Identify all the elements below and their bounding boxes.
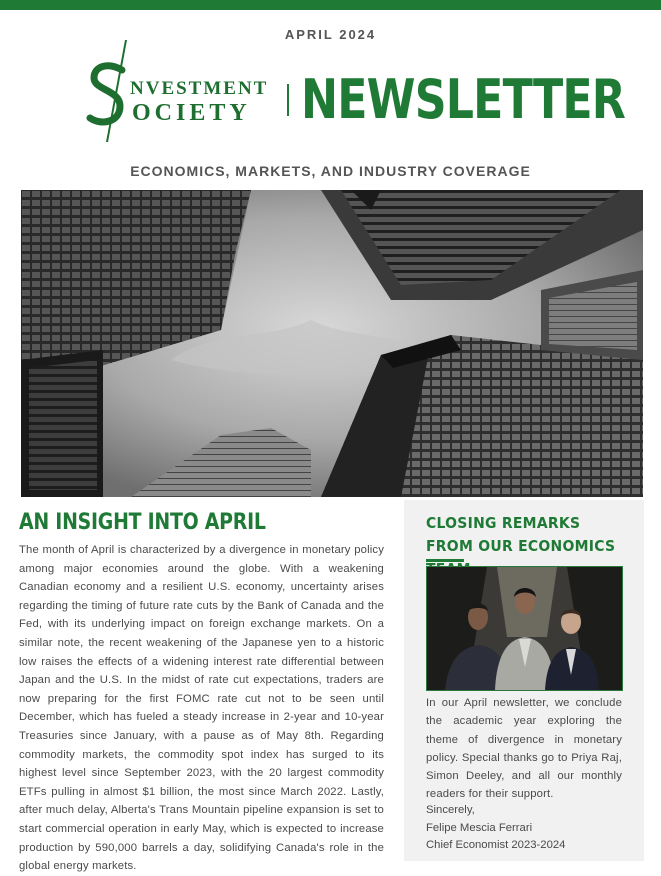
dollar-s-mark-icon — [90, 40, 127, 142]
heading-underline — [426, 559, 464, 562]
signer-name: Felipe Mescia Ferrari — [426, 821, 533, 834]
signature-block — [426, 802, 565, 855]
newsletter-subtitle: ECONOMICS, MARKETS, AND INDUSTRY COVERAGE — [130, 163, 531, 179]
logo-text-society: OCIETY — [132, 100, 251, 126]
signer-title: Chief Economist 2023-2024 — [426, 839, 566, 851]
logo-text-investment: NVESTMENT — [130, 78, 269, 99]
main-article-body: The month of April is characterized by a divergence in monetary policy among major economies around the globe. With a weakening Canadian economy and a resilient U.S. economy, uncertainty arises regarding the timing of future rate cuts by the Bank of Canada and the Fed, with its underlying impact on foreign exchange markets. On a similar note, the recent weakening of the Japanese yen to a historic low raises the effects of a widening interest rate differential between Japan and the U.S. In the midst of rate cut expectations, traders are now preparing for the first FOMC rate cut not to be seen until December, which has fueled a steady increase in 2-year and 10-year Treasuries since January, with a pause as of May 8th. Regarding commodity markets, the commodity spot index has surged to its highest level since September 2023, with the 20 largest commodity ETFs pulling in almost $1 billion, the most since March 2022. Lastly, after much delay, Alberta's Trans Mountain pipeline expansion is set to start commercial operation in early May, which is expected to increase production by 590,000 barrels a day, solidifying Canada's role in the global energy markets. — [19, 544, 384, 873]
closing-remarks-body: In our April newsletter, we conclude the academic year exploring the theme of divergence in monetary policy. Special thanks go to Priya Raj, Simon Deeley, and all our monthly readers for their support. — [426, 697, 622, 801]
closing-remarks-heading: CLOSING REMARKS FROM OUR ECONOMICS — [426, 514, 616, 555]
signoff-salutation: Sincerely, — [426, 804, 475, 816]
top-accent-bar — [0, 0, 661, 10]
economics-team-photo — [426, 566, 623, 691]
logo-divider — [287, 84, 289, 116]
main-article — [19, 510, 384, 876]
hero-skyscrapers-image — [21, 190, 643, 497]
newsletter-title: NEWSLETTER — [301, 68, 626, 131]
issue-date: APRIL 2024 — [284, 27, 377, 42]
main-article-heading: AN INSIGHT INTO APRIL — [19, 510, 266, 535]
closing-remarks-panel — [404, 500, 644, 861]
